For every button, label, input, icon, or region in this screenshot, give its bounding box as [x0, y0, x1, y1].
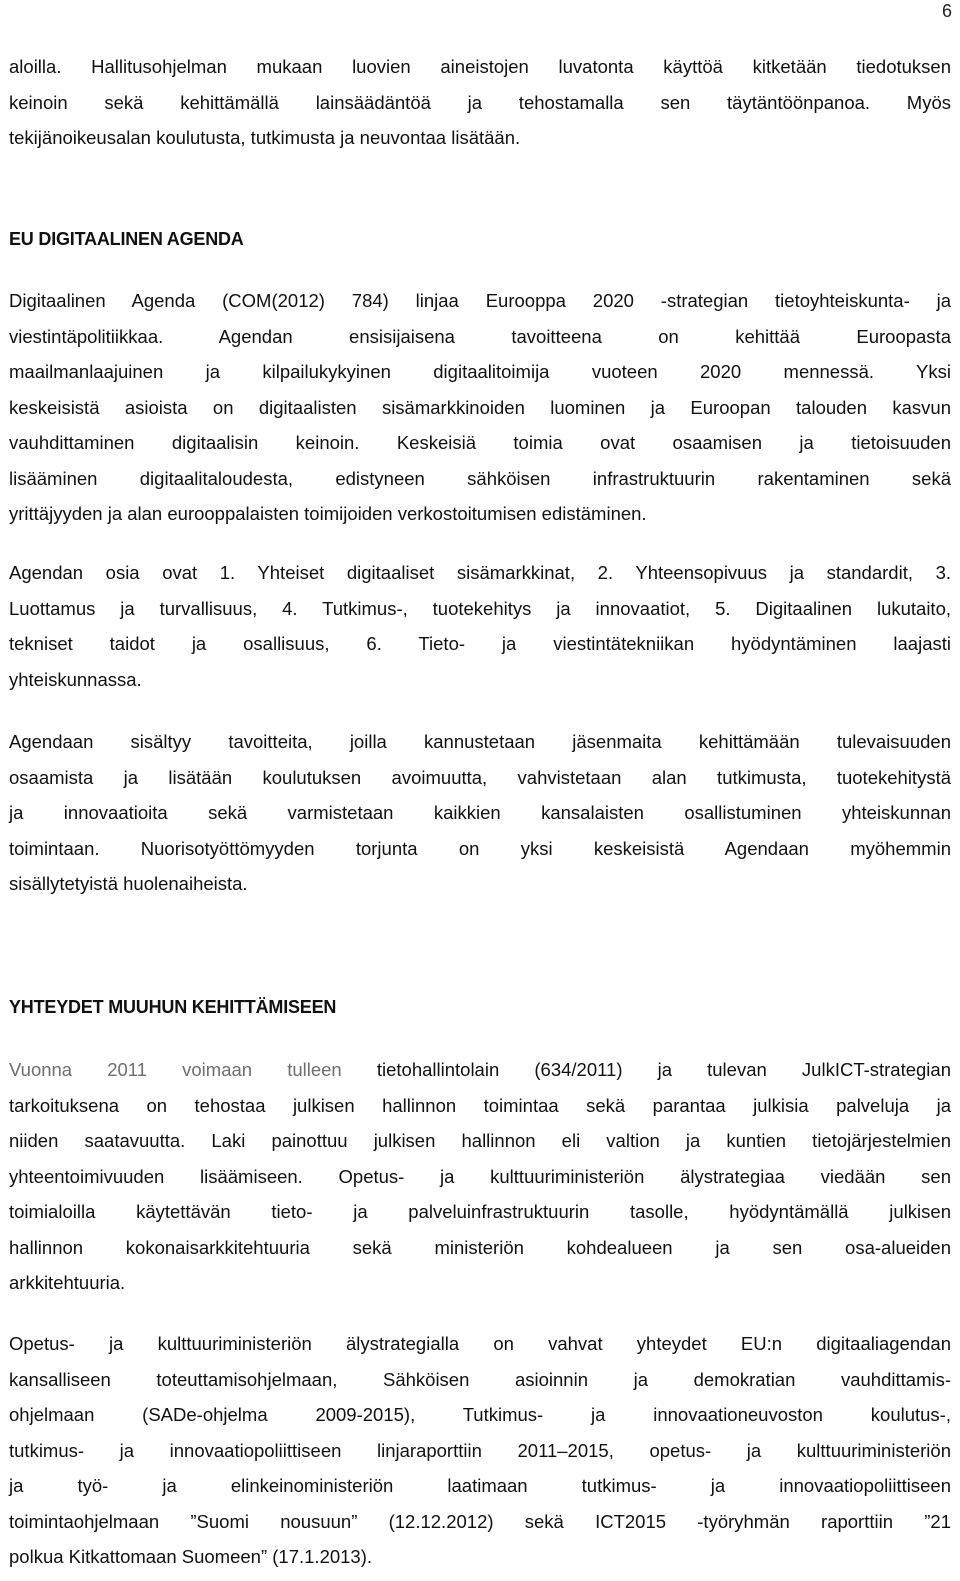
text-line: ja innovaatioita sekä varmistetaan kaikkien kansalaisten osallistuminen yhteiskunnan — [9, 802, 951, 823]
text-line: tekijänoikeusalan koulutusta, tutkimusta ja neuvontaa lisätään. — [9, 127, 521, 148]
paragraph-digitaalinen-agenda — [9, 283, 951, 532]
text-line: tekniset taidot ja osallisuus, 6. Tieto- ja viestintätekniikan hyödyntäminen laajasti — [9, 633, 951, 654]
text-line: tutkimus- ja innovaatiopoliittiseen linjaraporttiin 2011–2015, opetus- ja kulttuuriministeriön — [9, 1439, 951, 1461]
text-line: Agendan osia ovat 1. Yhteiset digitaaliset sisämarkkinat, 2. Yhteensopivuus ja standardit, 3. — [9, 562, 951, 583]
text-line: hallinnon kokonaisarkkitehtuuria sekä ministeriön kohdealueen ja sen osa-alueiden — [9, 1236, 951, 1258]
section-heading-yhteydet: YHTEYDET MUUHUN KEHITTÄMISEEN — [9, 997, 337, 1017]
text-line: toimintaan. Nuorisotyöttömyyden torjunta on yksi keskeisistä Agendaan myöhemmin — [9, 837, 951, 859]
gray-text-fragment: Vuonna 2011 voimaan tulleen — [9, 1059, 342, 1080]
paragraph-tietohallintolaki — [9, 1052, 951, 1301]
text-line: yhteiskunnassa. — [9, 668, 142, 690]
text-line — [9, 1052, 951, 1088]
text-line: toimintaohjelmaan ”Suomi nousuun” (12.12.2012) sekä ICT2015 -työryhmän raporttiin ”21 — [9, 1510, 951, 1532]
section-heading-eu-digitaalinen-agenda: EU DIGITAALINEN AGENDA — [9, 229, 244, 249]
text-line: maailmanlaajuinen ja kilpailukykyinen digitaalitoimija vuoteen 2020 mennessä. Yksi — [9, 361, 951, 382]
page-number: 6 — [941, 1, 952, 21]
text-line: kansalliseen toteuttamisohjelmaan, Sähköisen asioinnin ja demokratian vauhdittamis- — [9, 1368, 951, 1390]
text-line: Digitaalinen Agenda (COM(2012) 784) linjaa Eurooppa 2020 -strategian tietoyhteiskunta- ja — [9, 290, 951, 311]
text-line: ohjelmaan (SADe-ohjelma 2009-2015), Tutkimus- ja innovaationeuvoston koulutus-, — [9, 1404, 951, 1425]
text-line: lisääminen digitaalitaloudesta, edistyneen sähköisen infrastruktuurin rakentaminen sekä — [9, 467, 951, 489]
paragraph-hallitusohjelma — [9, 49, 951, 156]
text-line: niiden saatavuutta. Laki painottuu julkisen hallinnon eli valtion ja kuntien tietojärjestelmien — [9, 1130, 951, 1151]
text-line: aloilla. Hallitusohjelman mukaan luovien aineistojen luvatonta käyttöä kitketään tiedotuksen — [9, 56, 951, 77]
text-line: osaamista ja lisätään koulutuksen avoimuutta, vahvistetaan alan tutkimusta, tuotekehitystä — [9, 766, 951, 788]
text-line: keinoin sekä kehittämällä lainsäädäntöä ja tehostamalla sen täytäntöönpanoa. Myös — [9, 91, 951, 113]
text-line: yhteentoimivuuden lisäämiseen. Opetus- ja kulttuuriministeriön älystrategiaa viedään sen — [9, 1165, 951, 1187]
text-line: Luottamus ja turvallisuus, 4. Tutkimus-, tuotekehitys ja innovaatiot, 5. Digitaalinen lukutaito, — [9, 597, 951, 619]
text-line: keskeisistä asioista on digitaalisten sisämarkkinoiden luominen ja Euroopan talouden kasvun — [9, 396, 951, 418]
paragraph-alystrategia — [9, 1326, 951, 1575]
text-line: viestintäpolitiikkaa. Agendan ensisijaisena tavoitteena on kehittää Euroopasta — [9, 325, 951, 347]
text-fragment: tietohallintolain (634/2011) ja tulevan JulkICT-strategian — [341, 1059, 951, 1080]
text-line: ja työ- ja elinkeinoministeriön laatimaan tutkimus- ja innovaatiopoliittiseen — [9, 1475, 951, 1496]
text-line: Opetus- ja kulttuuriministeriön älystrategialla on vahvat yhteydet EU:n digitaaliagendan — [9, 1333, 951, 1354]
text-line: sisällytetyistä huolenaiheista. — [9, 873, 248, 894]
text-line: vauhdittaminen digitaalisin keinoin. Keskeisiä toimia ovat osaamisen ja tietoisuuden — [9, 432, 951, 453]
text-line: Agendaan sisältyy tavoitteita, joilla kannustetaan jäsenmaita kehittämään tulevaisuuden — [9, 731, 951, 752]
text-line: yrittäjyyden ja alan eurooppalaisten toimijoiden verkostoitumisen edistäminen. — [9, 503, 647, 524]
text-line: arkkitehtuuria. — [9, 1272, 126, 1293]
text-line: tarkoituksena on tehostaa julkisen hallinnon toimintaa sekä parantaa julkisia palveluja ja — [9, 1094, 951, 1116]
text-line: polkua Kitkattomaan Suomeen” (17.1.2013). — [9, 1546, 373, 1567]
paragraph-agendan-osia — [9, 555, 951, 697]
text-line: toimialoilla käytettävän tieto- ja palveluinfrastruktuurin tasolle, hyödyntämällä julkisen — [9, 1201, 951, 1222]
paragraph-agendaan-sisaltyy — [9, 724, 951, 902]
